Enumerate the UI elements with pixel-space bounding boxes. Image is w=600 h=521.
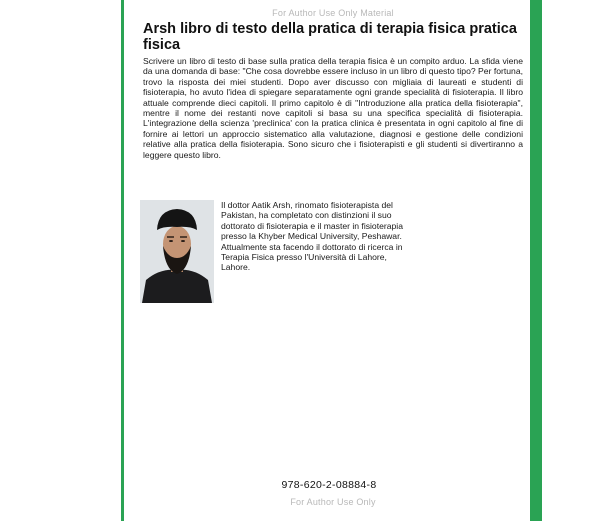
watermark-top: For Author Use Only Material bbox=[272, 8, 394, 18]
book-blurb: Scrivere un libro di testo di base sulla pratica della terapia fisica è un compito arduo. La sfida viene da una domanda di base: "Che cosa dovrebbe essere incluso in un libro di questo tipo? Per fortuna, trovo la risposta dei miei studenti. Dopo aver discusso con migliaia di laureati e studenti di fisioterapia, ho avuto l'idea di spiegare separatamente ogni grande specialità di fisioterapia. Il libro attuale comprende dieci capitoli. Il primo capitolo è di "Introduzione alla pratica della fisioterapia", mentre il nome dei restanti nove capitoli si basa su una specifica specialità di fisioterapia. L'integrazione della scienza 'preclinica' con la pratica clinica è presentata in ogni capitolo al fine di fornire ai lettori un approccio sistematico alla valutazione, diagnosi e gestione delle condizioni relative alla pratica della fisioterapia. Sono sicuro che i fisioterapisti e gli studenti si divertiranno a leggere questo libro. bbox=[143, 56, 523, 160]
author-portrait-image bbox=[140, 200, 214, 303]
cover-spine-strip bbox=[530, 0, 542, 521]
isbn-number: 978-620-2-08884-8 bbox=[281, 479, 377, 491]
watermark-bottom: For Author Use Only bbox=[290, 497, 376, 507]
book-title: Arsh libro di testo della pratica di terapia fisica pratica fisica bbox=[143, 21, 517, 53]
author-photo bbox=[140, 200, 214, 303]
back-cover-page bbox=[124, 0, 542, 521]
author-bio: Il dottor Aatik Arsh, rinomato fisioterapista del Pakistan, ha completato con distinzioni il suo dottorato di fisioterapia e il master in fisioterapia presso la Khyber Medical University, Peshawar. Attualmente sta facendo il dottorato di ricerca in Terapia Fisica presso l'Università di Lahore, Lahore. bbox=[221, 200, 403, 273]
